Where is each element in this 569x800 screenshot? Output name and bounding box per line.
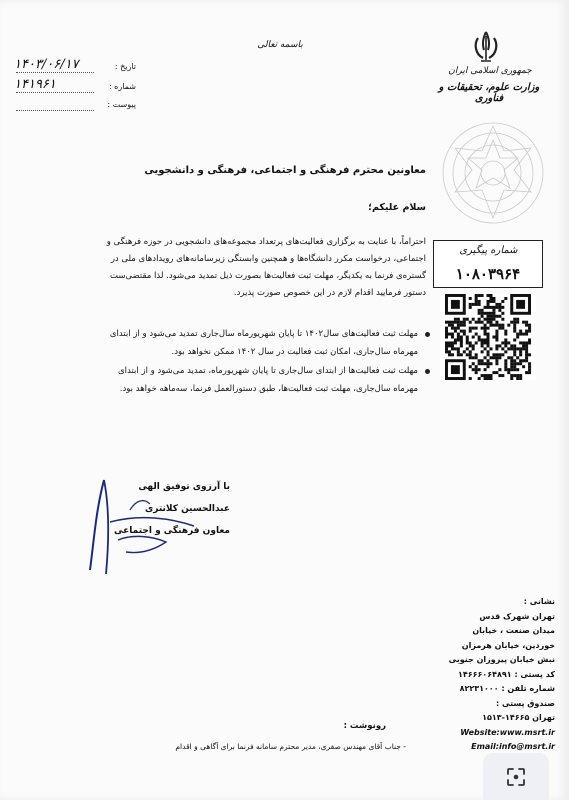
tracking-number: ۱۰۸۰۳۹۶۴ (455, 265, 521, 283)
bullet-item: مهلت ثبت فعالیت‌ها از ابتدای سال‌جاری تا پایان شهریورماه، تمدید می‌شود و از ابتدای مهرماه سال‌جاری، مهلت ثبت فعالیت‌ها، طبق دستورالعمل فرنما، سه‌ماهه خواهد بود. (22, 363, 432, 398)
bullet-list (22, 326, 432, 400)
contact-info (440, 595, 555, 755)
number-value: ۱۴۱۹۶۱ (14, 77, 56, 92)
addressee: معاونین محترم فرهنگی و اجتماعی، فرهنگی و دانشجویی (144, 165, 426, 176)
address-line: نبش خیابان پیروزان جنوبی (448, 655, 555, 664)
scan-icon (506, 767, 526, 787)
address-line: خوردین، خیابان هرمزان (461, 640, 555, 650)
greeting: سلام علیکم؛ (368, 202, 426, 213)
scan-button[interactable] (483, 753, 549, 800)
tracking-box (433, 240, 543, 288)
email-link[interactable]: Email:info@msrt.ir (471, 742, 555, 751)
bullet-dot-icon (425, 332, 430, 337)
islamic-ornament-icon (438, 118, 548, 228)
iran-emblem-icon (471, 30, 501, 64)
qr-code-icon[interactable] (440, 294, 536, 380)
paragraph-line: احتراماً، با عنایت به برگزاری فعالیت‌های پرتعداد مجموعه‌های دانشجویی در حوزه فرهنگی و (106, 237, 426, 247)
closing-phrase: با آرزوی توفیق الهی (138, 482, 230, 492)
bullet-dot-icon (425, 369, 430, 374)
signature-block (100, 476, 230, 542)
org-line-1: جمهوری اسلامی ایران (448, 66, 532, 76)
website-link[interactable]: Website:www.msrt.ir (460, 727, 555, 737)
signatory-name: عبدالحسین کلانتری (144, 504, 230, 514)
cc-line: - جناب آقای مهندس صفری، مدیر محترم سامانه فرنما برای آگاهی و اقدام (175, 742, 406, 751)
address-line: میدان صنعت ، خیابان (472, 626, 555, 635)
cc-label: رونوشت : (343, 721, 386, 731)
address-line: تهران شهرک قدس (479, 611, 555, 621)
paragraph-line: اجتماعی، درخواست مکرر دانشگاه‌ها و همچنین وابستگی زیرسامانه‌های رویدادهای ملی در (110, 254, 426, 264)
tracking-label: شماره پیگیری (459, 245, 518, 256)
paragraph-line: گستره‌ی فرنما به یکدیگر، مهلت ثبت فعالیت‌ها بصورت ذیل تمدید می‌شود. لذا مقتضی‌ست (110, 271, 426, 281)
po-box: تهران ۱۴۶۶۵-۱۵۱۳ (482, 713, 555, 722)
postal-code: کد پستی : ۱۴۶۶۶۰۶۴۸۹۱ (457, 669, 555, 679)
bismillah: باسمه تعالی (257, 40, 303, 50)
number-label: شماره : (108, 82, 136, 91)
paragraph-line: دستور فرمایید اقدام لازم در این خصوص صورت پذیرد. (233, 288, 426, 298)
phone-number: شماره تلفن : ۸۲۲۳۱۰۰۰ (459, 684, 555, 693)
org-line-2: وزارت علوم، تحقیقات و فناوری (438, 82, 540, 104)
address-label: نشانی : (523, 597, 555, 606)
signatory-title: معاون فرهنگی و اجتماعی (114, 526, 230, 536)
letter-paragraph (12, 234, 426, 302)
attachment-label: پیوست : (107, 100, 136, 109)
po-box-label: صندوق پستی : (495, 698, 555, 708)
bullet-item: مهلت ثبت فعالیت‌های سال۱۴۰۲ تا پایان شهریورماه سال‌جاری تمدید می‌شود و از ابتدای مهرماه سال‌جاری، امکان ثبت فعالیت در سال ۱۴۰۲ ممکن نخواهد بود. (22, 326, 432, 361)
date-value: ۱۴۰۳/۰۶/۱۷ (14, 57, 79, 72)
date-label: تاریخ : (114, 62, 136, 71)
